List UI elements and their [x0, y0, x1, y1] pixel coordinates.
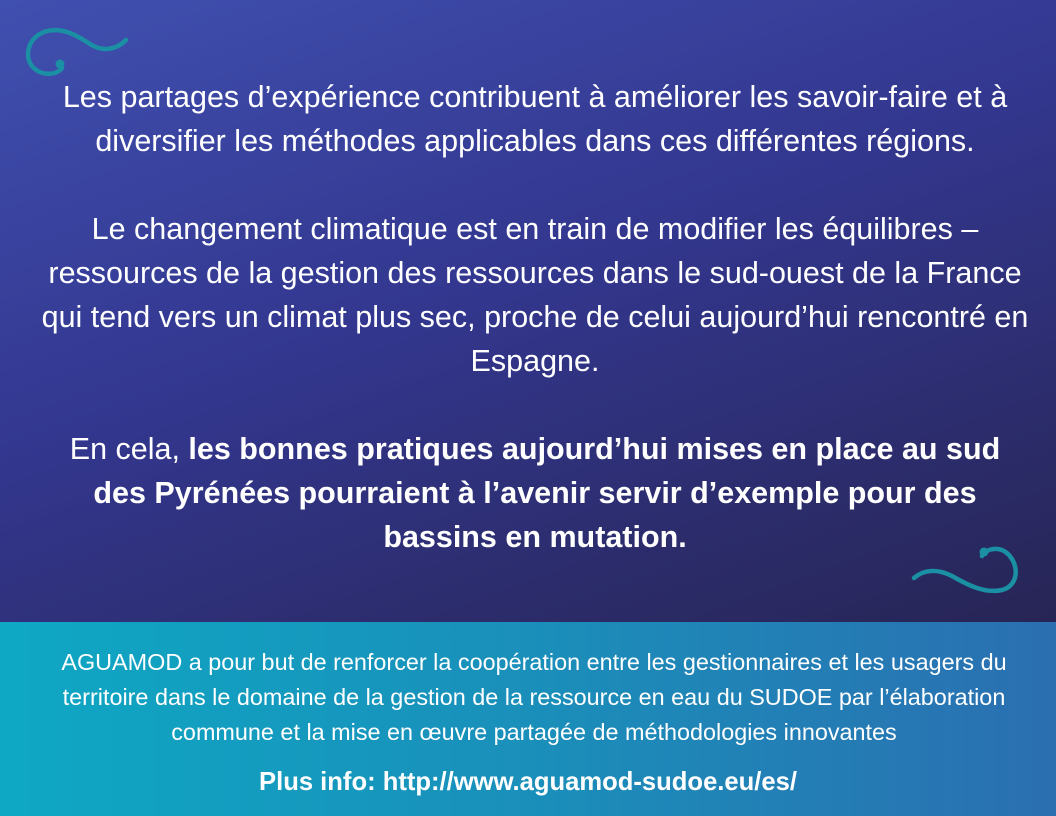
main-text-block — [40, 75, 1030, 559]
paragraph-intro: En cela, — [69, 432, 189, 466]
paragraph-best-practices — [40, 427, 1030, 559]
footer-banner — [0, 622, 1056, 816]
paragraph-climate-change: Le changement climatique est en train de modifier les équilibres – ressources de la gestion des ressources dans le sud-ouest de la France qui tend vers un climat plus sec, proche de celui aujourd’hui rencontré en Espagne. — [41, 212, 1029, 378]
paragraph-highlight: les bonnes pratiques aujourd’hui mises en place au sud des Pyrénées pourraient à l’avenir servir d’exemple pour des bassins en mutation. — [93, 432, 1001, 554]
more-info-link[interactable]: Plus info: http://www.aguamod-sudoe.eu/es/ — [259, 768, 797, 796]
swirl-ornament-icon — [906, 536, 1022, 598]
swirl-ornament-icon — [20, 18, 132, 80]
project-description: AGUAMOD a pour but de renforcer la coopération entre les gestionnaires et les usagers du territoire dans le domaine de la gestion de la ressource en eau du SUDOE par l’élaboration commune et la mise en œuvre partagée de méthodologies innovantes — [61, 649, 1007, 745]
paragraph-experience: Les partages d’expérience contribuent à améliorer les savoir-faire et à diversifier les méthodes applicables dans ces différentes régions. — [62, 80, 1008, 158]
